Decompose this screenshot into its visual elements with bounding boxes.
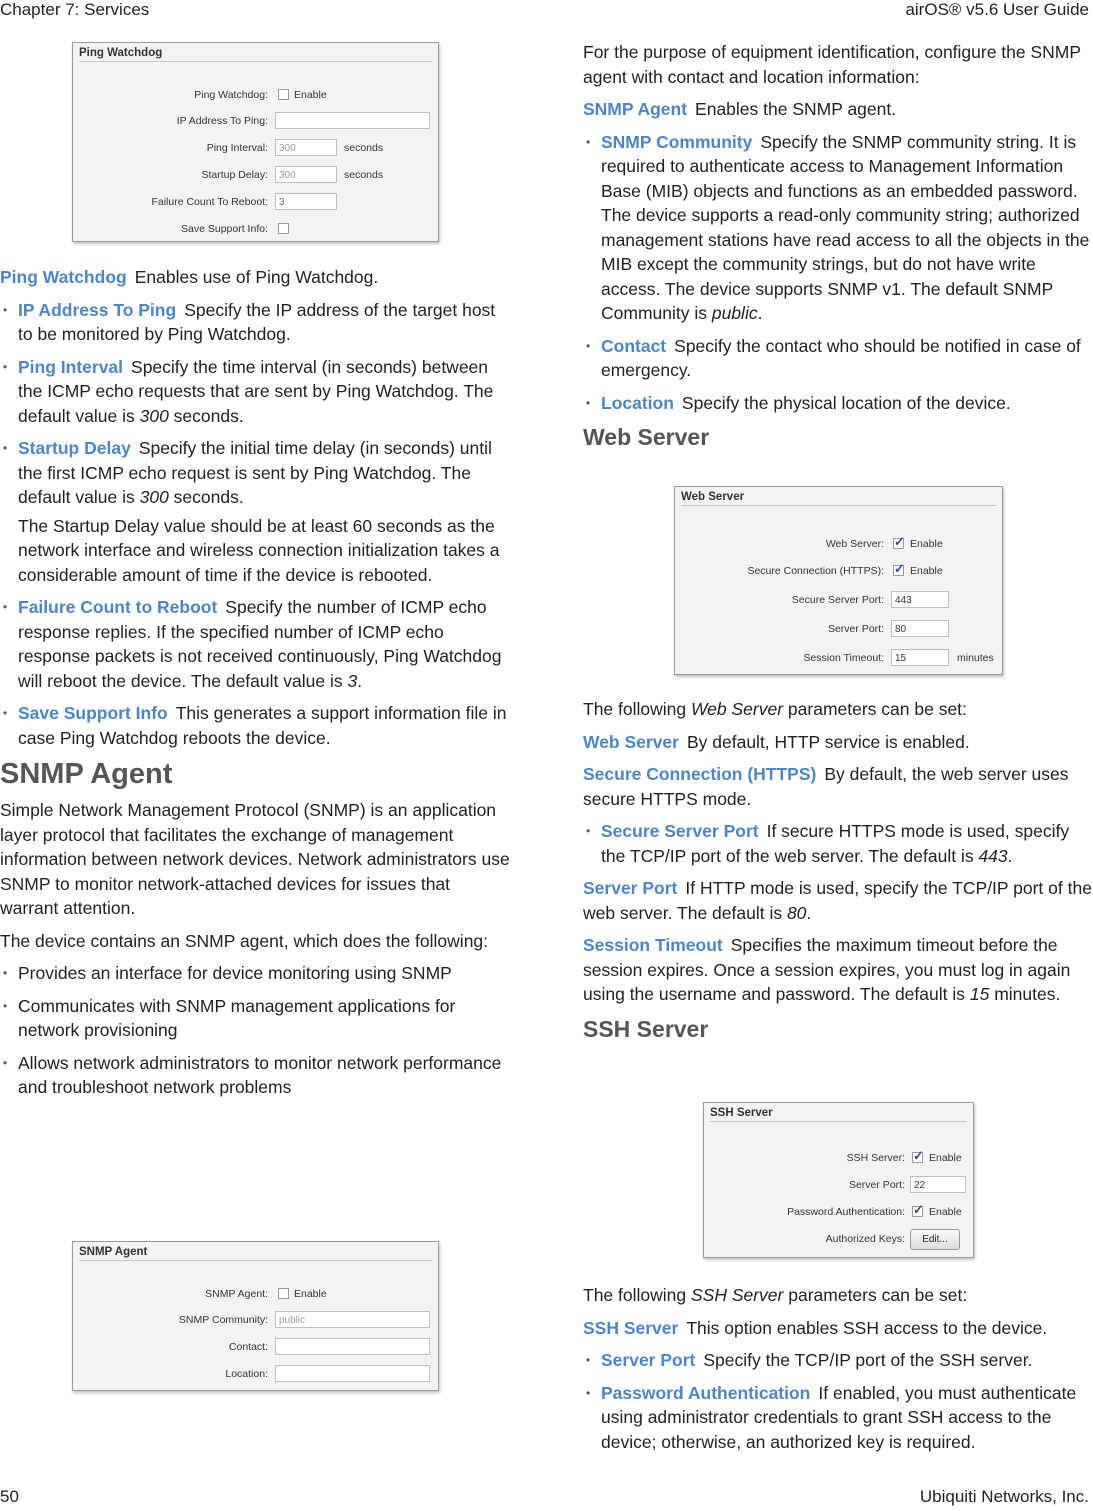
failure-count-desc bbox=[0, 595, 510, 693]
left-column bbox=[0, 265, 510, 1108]
ping-interval-desc bbox=[0, 355, 510, 429]
right-column bbox=[583, 40, 1093, 459]
ssh-following bbox=[583, 1283, 1093, 1308]
minutes-label: minutes bbox=[957, 652, 994, 664]
web-server-screenshot bbox=[674, 486, 1003, 675]
guide-header: airOS® v5.6 User Guide bbox=[905, 0, 1089, 19]
contact-label: Contact: bbox=[228, 1341, 268, 1353]
desc-text: This option enables SSH access to the device. bbox=[686, 1317, 1048, 1338]
desc-tail: minutes. bbox=[989, 984, 1061, 1004]
desc-tail: . bbox=[1007, 845, 1013, 866]
secure-connection-desc bbox=[583, 762, 1093, 811]
ping-watchdog-label: Ping Watchdog: bbox=[194, 89, 268, 101]
ping-watchdog-screenshot bbox=[72, 42, 439, 242]
seconds-label: seconds bbox=[344, 169, 384, 181]
snmp-bullet: • Provides an interface for device monitoring using SNMP bbox=[0, 961, 510, 986]
term: SNMP Community bbox=[601, 131, 753, 152]
ping-interval-label: Ping Interval: bbox=[206, 142, 268, 154]
desc-text: If secure HTTPS mode is used, specify the TCP/IP port of the web server. The default is bbox=[601, 821, 1070, 866]
default-value: 80 bbox=[786, 902, 807, 923]
divider bbox=[79, 1260, 432, 1261]
ssh-server-heading: SSH Server bbox=[583, 1015, 709, 1042]
default-value: public bbox=[711, 303, 758, 323]
desc-text: Enables the SNMP agent. bbox=[695, 99, 897, 119]
term: Secure Server Port bbox=[601, 821, 759, 841]
enable-label: Enable bbox=[929, 1206, 962, 1218]
term: Web Server bbox=[583, 731, 679, 752]
ssh-panel-title: SSH Server bbox=[710, 1107, 773, 1119]
desc-tail: . bbox=[757, 303, 763, 323]
web-server-label: Web Server: bbox=[825, 538, 884, 550]
ping-watchdog-panel-title: Ping Watchdog bbox=[79, 47, 163, 59]
term: Secure Connection (HTTPS) bbox=[583, 764, 817, 784]
desc-tail: . bbox=[357, 670, 363, 691]
server-port-label: Server Port: bbox=[827, 623, 884, 635]
contact-input[interactable] bbox=[275, 1338, 430, 1355]
secure-port-desc bbox=[583, 819, 1093, 868]
ssh-server-label: SSH Server: bbox=[846, 1152, 905, 1164]
server-port-label: Server Port: bbox=[848, 1179, 905, 1191]
desc-text: By default, the web server uses secure HTTPS mode. bbox=[583, 764, 1069, 809]
secure-connection-checkbox[interactable] bbox=[893, 565, 904, 576]
desc-text: Specify the physical location of the device. bbox=[681, 392, 1011, 413]
enable-label: Enable bbox=[294, 1288, 327, 1300]
ssh-server-checkbox[interactable] bbox=[912, 1152, 923, 1163]
ping-watchdog-desc bbox=[0, 265, 510, 290]
text-em: SSH Server bbox=[690, 1285, 784, 1305]
default-value: 300 bbox=[139, 405, 169, 426]
desc-text: Specify the contact who should be notified in case of emergency. bbox=[601, 335, 1081, 380]
snmp-agent-desc bbox=[583, 97, 1093, 122]
default-value: 300 bbox=[139, 487, 169, 507]
startup-delay-note: The Startup Delay value should be at least 60 seconds as the network interface and wireless connection initialization takes a considerable amount of time if the device is rebooted. bbox=[18, 515, 500, 585]
startup-delay-input[interactable]: 300 bbox=[275, 166, 337, 183]
snmp-agent-label: SNMP Agent: bbox=[205, 1288, 268, 1300]
ssh-server-section bbox=[583, 1283, 1093, 1462]
ssh-port-input[interactable]: 22 bbox=[910, 1176, 966, 1193]
desc-text: Specify the TCP/IP port of the SSH server. bbox=[703, 1350, 1033, 1370]
enable-label: Enable bbox=[929, 1152, 962, 1164]
location-desc bbox=[583, 391, 1093, 416]
session-timeout-input[interactable]: 15 bbox=[891, 649, 949, 666]
password-auth-desc bbox=[583, 1381, 1093, 1455]
web-server-heading: Web Server bbox=[583, 424, 710, 450]
desc-text: This generates a support information file in case Ping Watchdog reboots the device. bbox=[18, 703, 507, 748]
startup-delay-desc bbox=[0, 436, 510, 510]
enable-label: Enable bbox=[910, 538, 943, 550]
snmp-config-intro: For the purpose of equipment identification, configure the SNMP agent with contact and location information: bbox=[583, 42, 1081, 87]
web-server-checkbox[interactable] bbox=[893, 538, 904, 549]
seconds-label: seconds bbox=[344, 142, 384, 154]
contact-desc bbox=[583, 334, 1093, 383]
password-auth-label: Password Authentication: bbox=[787, 1206, 905, 1218]
snmp-bullet: • Allows network administrators to monitor network performance and troubleshoot network problems bbox=[0, 1051, 510, 1100]
desc-text: Enables use of Ping Watchdog. bbox=[134, 267, 379, 287]
desc-text: Specify the time interval (in seconds) between the ICMP echo requests that are sent by Ping Watchdog. The default value is bbox=[18, 356, 494, 426]
save-support-desc bbox=[0, 701, 510, 750]
desc-text: Specifies the maximum timeout before the session expires. Once a session expires, you must log in again using the username and password. The default is bbox=[583, 935, 1071, 1004]
session-timeout-desc bbox=[583, 933, 1093, 1007]
term: Failure Count to Reboot bbox=[18, 597, 218, 617]
secure-port-input[interactable]: 443 bbox=[891, 591, 949, 608]
term: Startup Delay bbox=[18, 438, 131, 458]
web-server-section bbox=[583, 697, 1093, 1051]
snmp-bullet: • Communicates with SNMP management applications for network provisioning bbox=[0, 994, 510, 1043]
session-timeout-label: Session Timeout: bbox=[803, 652, 884, 664]
default-value: 15 bbox=[969, 984, 990, 1004]
snmp-agent-screenshot bbox=[72, 1241, 439, 1391]
text: The following bbox=[583, 699, 691, 719]
web-server-desc bbox=[583, 730, 1093, 755]
text: parameters can be set: bbox=[783, 699, 967, 719]
page-number: 50 bbox=[0, 1487, 19, 1506]
snmp-community-desc bbox=[583, 130, 1093, 326]
term: Contact bbox=[601, 335, 667, 356]
snmp-community-label: SNMP Community: bbox=[178, 1314, 268, 1326]
text: parameters can be set: bbox=[783, 1285, 968, 1305]
failure-count-label: Failure Count To Reboot: bbox=[151, 196, 268, 208]
desc-tail: seconds. bbox=[168, 405, 244, 426]
server-port-input[interactable]: 80 bbox=[891, 620, 949, 637]
location-label: Location: bbox=[225, 1368, 268, 1380]
save-support-label: Save Support Info: bbox=[181, 223, 268, 235]
company-footer: Ubiquiti Networks, Inc. bbox=[919, 1487, 1089, 1506]
password-auth-checkbox[interactable] bbox=[912, 1206, 923, 1217]
divider bbox=[79, 61, 432, 62]
enable-label: Enable bbox=[294, 89, 327, 101]
location-input[interactable] bbox=[275, 1365, 430, 1382]
enable-label: Enable bbox=[910, 565, 943, 577]
web-following bbox=[583, 697, 1093, 722]
snmp-contains: The device contains an SNMP agent, which does the following: bbox=[0, 930, 489, 951]
term: IP Address To Ping bbox=[18, 299, 177, 320]
ssh-port-desc bbox=[583, 1348, 1093, 1373]
text: The following bbox=[583, 1285, 691, 1305]
default-value: 443 bbox=[978, 845, 1008, 866]
ssh-server-screenshot bbox=[703, 1102, 974, 1258]
desc-text: If HTTP mode is used, specify the TCP/IP port of the web server. The default is bbox=[583, 878, 1092, 923]
snmp-agent-heading: SNMP Agent bbox=[0, 758, 173, 790]
desc-text: Specify the SNMP community string. It is required to authenticate access to Management Information Base (MIB) objects and functions as an embedded password. The device supports a read-only community string; authorized management stations have read access to all the objects in the MIB except the community strings, but do not have write access. The device supports SNMP v1. The default SNMP Community is bbox=[601, 131, 1090, 323]
term: Location bbox=[601, 392, 674, 413]
term: Server Port bbox=[601, 1350, 696, 1370]
default-value: 3 bbox=[347, 670, 358, 691]
web-panel-title: Web Server bbox=[681, 491, 745, 503]
desc-text: Specify the IP address of the target host to be monitored by Ping Watchdog. bbox=[18, 299, 496, 344]
ssh-server-desc bbox=[583, 1316, 1093, 1341]
startup-delay-label: Startup Delay: bbox=[201, 169, 268, 181]
snmp-intro: Simple Network Management Protocol (SNMP) is an application layer protocol that facilitates the exchange of management information between network devices. Network administrators use SNMP to monitor network-attached devices for issues that warrant attention. bbox=[0, 800, 510, 918]
desc-tail: . bbox=[806, 902, 812, 923]
desc-text: If enabled, you must authenticate using administrator credentials to grant SSH access to the device; otherwise, an authorized key is required. bbox=[601, 1382, 1077, 1452]
snmp-community-input[interactable]: public bbox=[275, 1311, 430, 1328]
ip-address-input[interactable] bbox=[275, 112, 430, 129]
ip-address-desc bbox=[0, 298, 510, 347]
ping-interval-input[interactable]: 300 bbox=[275, 139, 337, 156]
term: Password Authentication bbox=[601, 1382, 811, 1403]
term: Server Port bbox=[583, 878, 678, 898]
divider bbox=[710, 1121, 967, 1122]
save-support-checkbox[interactable] bbox=[278, 223, 289, 234]
term: Session Timeout bbox=[583, 935, 723, 955]
desc-text: Specify the number of ICMP echo response replies. If the specified number of ICMP echo response packets is not received continuously, Ping Watchdog will reboot the device. The default value is bbox=[18, 597, 502, 691]
text-em: Web Server bbox=[690, 699, 784, 719]
term: Ping Interval bbox=[18, 356, 124, 377]
server-port-desc bbox=[583, 876, 1093, 925]
snmp-panel-title: SNMP Agent bbox=[79, 1246, 148, 1258]
term: Save Support Info bbox=[18, 703, 168, 723]
secure-port-label: Secure Server Port: bbox=[791, 594, 884, 606]
ping-watchdog-checkbox[interactable] bbox=[278, 89, 289, 100]
desc-text: By default, HTTP service is enabled. bbox=[686, 731, 970, 752]
ip-address-label: IP Address To Ping: bbox=[176, 115, 268, 127]
term: SSH Server bbox=[583, 1317, 679, 1338]
authorized-keys-label: Authorized Keys: bbox=[825, 1233, 905, 1245]
edit-button[interactable]: Edit... bbox=[910, 1229, 960, 1250]
chapter-header: Chapter 7: Services bbox=[0, 0, 150, 19]
desc-text: Specify the initial time delay (in seconds) until the first ICMP echo request is sent by Ping Watchdog. The default value is bbox=[18, 438, 492, 507]
failure-count-input[interactable]: 3 bbox=[275, 193, 337, 210]
divider bbox=[681, 505, 996, 506]
desc-tail: seconds. bbox=[168, 487, 244, 507]
snmp-agent-checkbox[interactable] bbox=[278, 1288, 289, 1299]
term: SNMP Agent bbox=[583, 99, 688, 119]
secure-connection-label: Secure Connection (HTTPS): bbox=[747, 565, 884, 577]
term: Ping Watchdog bbox=[0, 267, 127, 287]
